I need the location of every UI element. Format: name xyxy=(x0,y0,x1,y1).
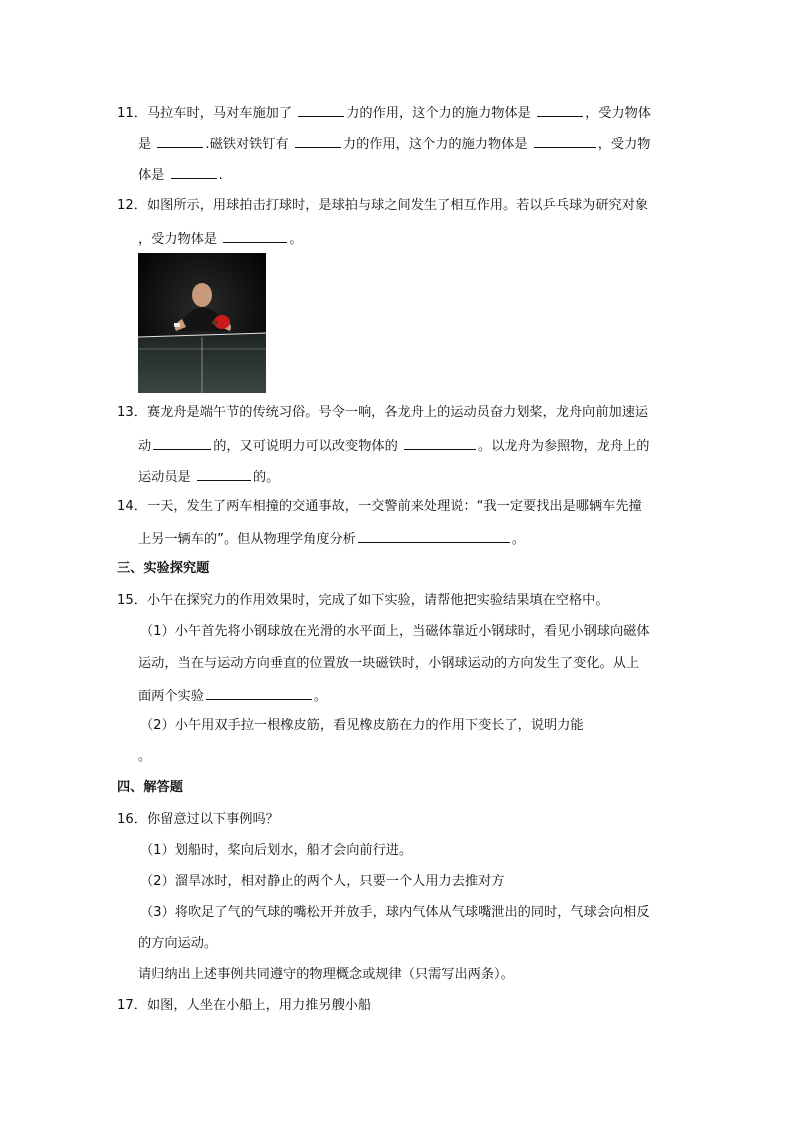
table-tennis-player-photo xyxy=(138,253,266,393)
q14-line-2: 上另一辆车的”。但从物理学角度分析 。 xyxy=(138,529,525,549)
q16-line-5: 的方向运动。 xyxy=(138,936,218,951)
q15-line-5: （2）小午用双手拉一根橡皮筋，看见橡皮筋在力的作用下变长了，说明力能 xyxy=(140,718,584,733)
answer-blank[interactable] xyxy=(537,103,583,117)
q11-line-3: 体是 . xyxy=(138,165,223,185)
q12-line-1: 12．如图所示，用球拍击打球时，是球拍与球之间发生了相互作用。若以乒乓球为研究对象 xyxy=(117,198,649,213)
answer-blank[interactable] xyxy=(157,134,203,148)
q12-line-2: ，受力物体是 。 xyxy=(138,229,303,249)
q15-line-2: （1）小午首先将小钢球放在光滑的水平面上，当磁体靠近小钢球时，看见小钢球向磁体 xyxy=(140,624,650,639)
q15-line-1: 15．小午在探究力的作用效果时，完成了如下实验，请帮他把实验结果填在空格中。 xyxy=(117,593,609,608)
q15-line-6: 。 xyxy=(138,749,152,764)
q15-line-4: 面两个实验 。 xyxy=(138,686,327,706)
q16-line-6: 请归纳出上述事例共同遵守的物理概念或规律（只需写出两条）。 xyxy=(138,967,514,982)
q16-line-4: （3）将吹足了气的气球的嘴松开并放手，球内气体从气球嘴泄出的同时，气球会向相反 xyxy=(140,905,650,920)
q14-line-1: 14．一天，发生了两车相撞的交通事故，一交警前来处理说：“我一定要找出是哪辆车先撞 xyxy=(117,499,642,514)
answer-blank[interactable] xyxy=(206,686,312,700)
answer-blank[interactable] xyxy=(223,229,287,243)
section-heading-answer: 四、解答题 xyxy=(117,780,183,795)
q13-line-1: 13．赛龙舟是端午节的传统习俗。号令一响，各龙舟上的运动员奋力划桨，龙舟向前加速运 xyxy=(117,405,649,420)
section-heading-experiment: 三、实验探究题 xyxy=(117,561,210,576)
answer-blank[interactable] xyxy=(153,436,211,450)
q13-line-3: 运动员是 的。 xyxy=(138,467,279,487)
q13-line-2: 动 的，又可说明力可以改变物体的 。以龙舟为参照物，龙舟上的 xyxy=(138,436,649,456)
q16-line-1: 16．你留意过以下事例吗？ xyxy=(117,812,279,827)
q11-line-1: 11．马拉车时，马对车施加了 力的作用，这个力的施力物体是 ，受力物体 xyxy=(117,103,651,123)
answer-blank[interactable] xyxy=(298,103,344,117)
answer-blank[interactable] xyxy=(404,436,476,450)
answer-blank[interactable] xyxy=(197,467,251,481)
answer-blank[interactable] xyxy=(358,529,510,543)
q17-line-1: 17．如图，人坐在小船上，用力推另艘小船 xyxy=(117,998,372,1013)
q16-line-2: （1）划船时，桨向后划水，船才会向前行进。 xyxy=(140,843,413,858)
q11-line-2: 是 .磁铁对铁钉有 力的作用，这个力的施力物体是 ，受力物 xyxy=(138,134,650,154)
answer-blank[interactable] xyxy=(295,134,341,148)
answer-blank[interactable] xyxy=(171,165,217,179)
answer-blank[interactable] xyxy=(534,134,596,148)
q16-line-3: （2）溜旱冰时，相对静止的两个人，只要一个人用力去推对方 xyxy=(140,874,505,889)
q15-line-3: 运动，当在与运动方向垂直的位置放一块磁铁时，小钢球运动的方向发生了变化。从上 xyxy=(138,656,640,671)
